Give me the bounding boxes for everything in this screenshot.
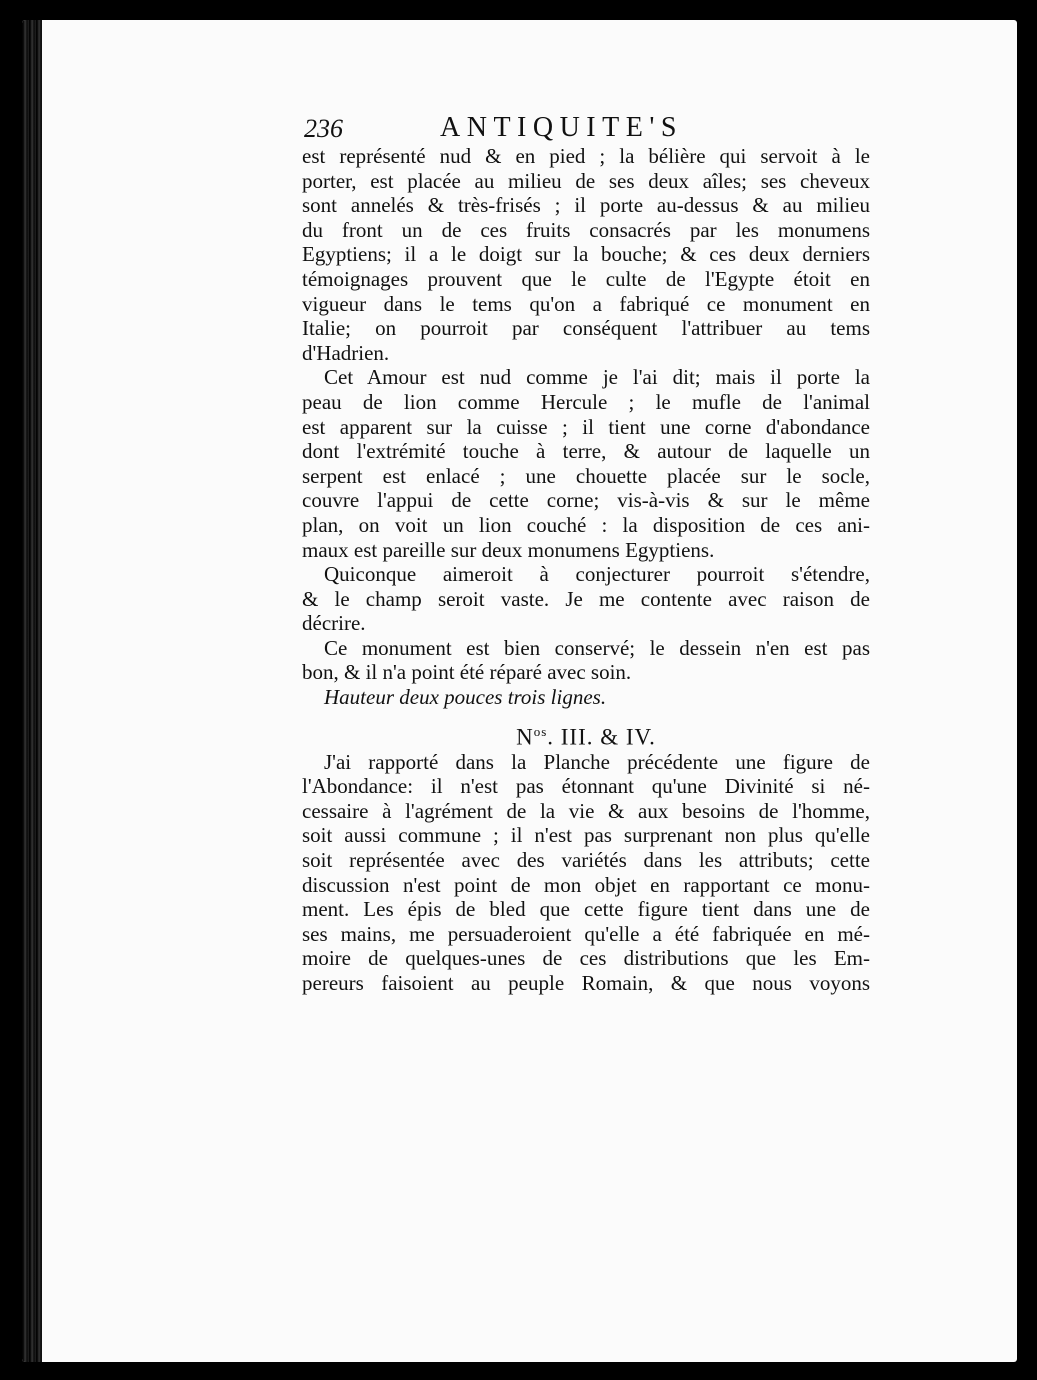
text-line: Egyptiens; il a le doigt sur la bouche; & ces deux derniers <box>302 242 870 267</box>
text-line: ment. Les épis de bled que cette figure tient dans une de <box>302 897 870 922</box>
text-line: peau de lion comme Hercule ; le mufle de l'animal <box>302 389 870 414</box>
text-line: Ce monument est bien conservé; le dessein n'en est pas <box>324 635 870 660</box>
text-line: témoignages prouvent que le culte de l'Egypte étoit en <box>302 266 870 291</box>
text-line: moire de quelques-unes de ces distributions que les Em- <box>302 946 870 971</box>
text-line: dont l'extrémité touche à terre, & autour de laquelle un <box>302 439 870 464</box>
text-line: est apparent sur la cuisse ; il tient une corne d'abondance <box>302 414 870 439</box>
text-line: cessaire à l'agrément de la vie & aux besoins de l'homme, <box>302 798 870 823</box>
text-line: Cet Amour est nud comme je l'ai dit; mais il porte la <box>324 365 870 390</box>
text-line: décrire. <box>302 611 366 636</box>
text-line: pereurs faisoient au peuple Romain, & que nous voyons <box>302 971 870 995</box>
section-heading-rest: . III. & IV. <box>547 724 656 750</box>
text-line: soit représentée avec des variétés dans les attributs; cette <box>302 848 870 873</box>
text-line: du front un de ces fruits consacrés par les monumens <box>302 217 870 242</box>
text-line: serpent est enlacé ; une chouette placée sur le socle, <box>302 463 870 488</box>
section-heading-prefix: N <box>516 724 534 750</box>
text-line: ses mains, me persuaderoient qu'elle a été fabriquée en mé- <box>302 921 870 946</box>
text-line: discussion n'est point de mon objet en rapportant ce monu- <box>302 872 870 897</box>
text-line: Italie; on pourroit par conséquent l'attribuer au tems <box>302 316 870 341</box>
text-line: & le champ seroit vaste. Je me contente avec raison de <box>302 586 870 611</box>
text-line: vigueur dans le tems qu'on a fabriqué ce monument en <box>302 291 870 316</box>
text-line: Quiconque aimeroit à conjecturer pourroit s'étendre, <box>324 562 870 587</box>
text-line: Hauteur deux pouces trois lignes. <box>324 685 607 710</box>
text-line: l'Abondance: il n'est pas étonnant qu'une Divinité si né- <box>302 774 870 799</box>
book-page <box>22 20 1017 1362</box>
text-line: soit aussi commune ; il n'est pas surprenant non plus qu'elle <box>302 823 870 848</box>
text-line: J'ai rapporté dans la Planche précédente une figure de <box>324 749 870 774</box>
text-line: est représenté nud & en pied ; la bélière qui servoit à le <box>302 144 870 168</box>
text-line: sont annelés & très-frisés ; il porte au-dessus & au milieu <box>302 193 870 218</box>
body-text <box>302 144 870 996</box>
text-line: plan, on voit un lion couché : la disposition de ces ani- <box>302 512 870 537</box>
text-line: d'Hadrien. <box>302 340 390 365</box>
running-head-title: ANTIQUITE'S <box>440 112 683 143</box>
text-line: couvre l'appui de cette corne; vis-à-vis & sur le même <box>302 488 870 513</box>
page-binding-edge <box>22 20 42 1362</box>
text-line: porter, est placée au milieu de ses deux aîles; ses cheveux <box>302 168 870 193</box>
text-line: maux est pareille sur deux monumens Egyptiens. <box>302 537 715 562</box>
section-heading <box>302 710 870 750</box>
page-number: 236 <box>304 114 343 143</box>
text-line: bon, & il n'a point été réparé avec soin. <box>302 660 632 685</box>
section-heading-superscript: os <box>533 723 548 739</box>
